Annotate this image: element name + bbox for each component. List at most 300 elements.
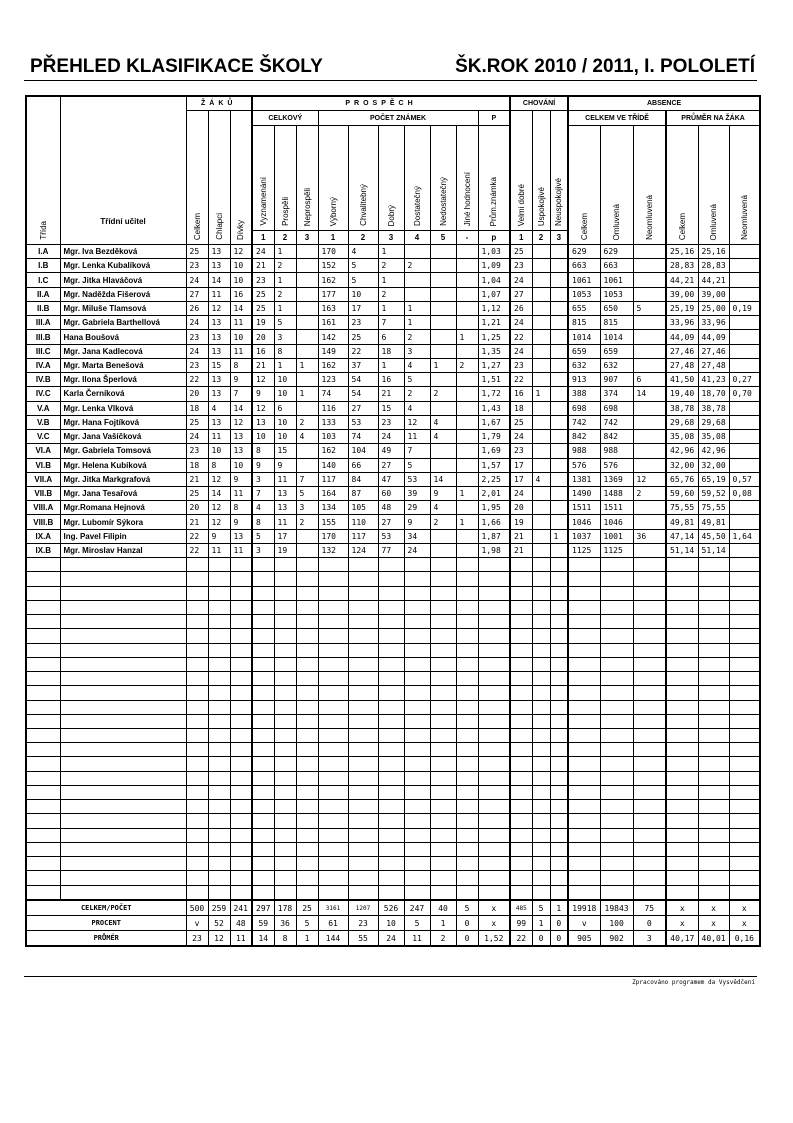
table-row bbox=[26, 301, 760, 315]
value-cell bbox=[568, 743, 600, 757]
value-cell: 1,66 bbox=[478, 515, 510, 529]
value-cell bbox=[532, 785, 550, 799]
value-cell bbox=[430, 600, 456, 614]
value-cell: 2 bbox=[430, 387, 456, 401]
teacher-cell bbox=[60, 600, 186, 614]
value-cell bbox=[729, 358, 760, 372]
value-cell: 38,78 bbox=[666, 401, 698, 415]
value-cell bbox=[404, 714, 430, 728]
value-cell: 815 bbox=[568, 316, 600, 330]
col-header-absence-celkem: Celkem bbox=[568, 126, 600, 245]
value-cell bbox=[348, 714, 378, 728]
value-cell: 142 bbox=[318, 330, 348, 344]
value-cell bbox=[252, 771, 274, 785]
value-cell bbox=[274, 572, 296, 586]
value-cell bbox=[510, 643, 532, 657]
value-cell bbox=[666, 714, 698, 728]
totals-value: 905 bbox=[568, 931, 600, 947]
value-cell bbox=[430, 273, 456, 287]
value-cell bbox=[698, 743, 729, 757]
value-cell bbox=[532, 543, 550, 557]
col-header-divky: Dívky bbox=[230, 111, 252, 245]
value-cell bbox=[532, 842, 550, 856]
value-cell bbox=[633, 643, 666, 657]
value-cell: 742 bbox=[568, 415, 600, 429]
value-cell bbox=[633, 316, 666, 330]
value-cell bbox=[378, 558, 404, 572]
value-cell: 10 bbox=[274, 387, 296, 401]
value-cell: 25 bbox=[252, 301, 274, 315]
value-cell bbox=[208, 743, 230, 757]
value-cell: 39,00 bbox=[666, 287, 698, 301]
class-cell: III.C bbox=[26, 344, 60, 358]
value-cell bbox=[729, 785, 760, 799]
value-cell: 15 bbox=[274, 444, 296, 458]
value-cell bbox=[430, 800, 456, 814]
subnumber: 1 bbox=[318, 231, 348, 245]
value-cell: 15 bbox=[378, 401, 404, 415]
value-cell bbox=[729, 629, 760, 643]
value-cell bbox=[550, 743, 568, 757]
empty-row bbox=[26, 629, 760, 643]
value-cell: 59,60 bbox=[666, 486, 698, 500]
value-cell: 2 bbox=[274, 287, 296, 301]
value-cell bbox=[296, 657, 318, 671]
value-cell: 11 bbox=[208, 430, 230, 444]
value-cell bbox=[456, 643, 478, 657]
value-cell bbox=[633, 245, 666, 259]
value-cell bbox=[404, 871, 430, 885]
group-header-zaku: ŽÁKŮ bbox=[186, 96, 252, 111]
value-cell bbox=[532, 344, 550, 358]
value-cell: 21 bbox=[186, 515, 208, 529]
value-cell bbox=[296, 373, 318, 387]
value-cell bbox=[208, 814, 230, 828]
value-cell bbox=[230, 657, 252, 671]
totals-value: x bbox=[478, 916, 510, 931]
value-cell bbox=[430, 885, 456, 900]
value-cell bbox=[274, 700, 296, 714]
value-cell bbox=[633, 358, 666, 372]
value-cell: 110 bbox=[348, 515, 378, 529]
value-cell bbox=[252, 714, 274, 728]
value-cell bbox=[186, 615, 208, 629]
value-cell bbox=[274, 714, 296, 728]
classification-table bbox=[25, 95, 761, 947]
value-cell bbox=[633, 558, 666, 572]
value-cell bbox=[348, 643, 378, 657]
value-cell bbox=[296, 401, 318, 415]
value-cell bbox=[296, 273, 318, 287]
value-cell bbox=[633, 800, 666, 814]
value-cell: 5 bbox=[296, 486, 318, 500]
value-cell bbox=[296, 458, 318, 472]
value-cell: 24 bbox=[186, 430, 208, 444]
value-cell bbox=[550, 458, 568, 472]
value-cell bbox=[430, 700, 456, 714]
value-cell bbox=[296, 800, 318, 814]
empty-row bbox=[26, 672, 760, 686]
value-cell bbox=[252, 700, 274, 714]
value-cell bbox=[568, 572, 600, 586]
value-cell bbox=[532, 828, 550, 842]
group-header-pocet-znamek: POČET ZNÁMEK bbox=[318, 111, 478, 126]
value-cell bbox=[274, 558, 296, 572]
totals-value: 22 bbox=[510, 931, 532, 947]
value-cell bbox=[378, 757, 404, 771]
value-cell: 74 bbox=[348, 430, 378, 444]
class-cell: V.B bbox=[26, 415, 60, 429]
value-cell: 4 bbox=[208, 401, 230, 415]
value-cell bbox=[404, 615, 430, 629]
value-cell: 74 bbox=[318, 387, 348, 401]
class-cell bbox=[26, 757, 60, 771]
value-cell bbox=[230, 615, 252, 629]
value-cell: 4 bbox=[296, 430, 318, 444]
value-cell bbox=[600, 672, 633, 686]
value-cell bbox=[532, 629, 550, 643]
value-cell bbox=[568, 885, 600, 900]
value-cell bbox=[729, 615, 760, 629]
totals-value: 12 bbox=[208, 931, 230, 947]
col-header-prospeli: Prospěli bbox=[274, 126, 296, 231]
value-cell bbox=[532, 885, 550, 900]
value-cell: 4 bbox=[348, 245, 378, 259]
value-cell: 22 bbox=[186, 529, 208, 543]
totals-value: x bbox=[698, 900, 729, 916]
value-cell bbox=[252, 558, 274, 572]
value-cell bbox=[729, 444, 760, 458]
value-cell bbox=[698, 757, 729, 771]
value-cell bbox=[348, 771, 378, 785]
value-cell bbox=[456, 828, 478, 842]
value-cell bbox=[318, 828, 348, 842]
value-cell: 12 bbox=[404, 415, 430, 429]
value-cell bbox=[550, 615, 568, 629]
value-cell: 1014 bbox=[568, 330, 600, 344]
value-cell: 13 bbox=[230, 444, 252, 458]
col-header-chlapci: Chlapci bbox=[208, 111, 230, 245]
teacher-cell bbox=[60, 558, 186, 572]
value-cell bbox=[550, 373, 568, 387]
value-cell: 9 bbox=[252, 387, 274, 401]
value-cell: 576 bbox=[600, 458, 633, 472]
value-cell bbox=[296, 771, 318, 785]
value-cell bbox=[698, 842, 729, 856]
value-cell: 1061 bbox=[600, 273, 633, 287]
value-cell: 1,67 bbox=[478, 415, 510, 429]
value-cell bbox=[729, 558, 760, 572]
value-cell: 9 bbox=[252, 458, 274, 472]
class-cell: VII.A bbox=[26, 472, 60, 486]
value-cell: 17 bbox=[348, 301, 378, 315]
value-cell: 24 bbox=[510, 430, 532, 444]
value-cell bbox=[456, 543, 478, 557]
value-cell bbox=[729, 245, 760, 259]
value-cell: 13 bbox=[230, 430, 252, 444]
value-cell bbox=[274, 686, 296, 700]
value-cell bbox=[430, 529, 456, 543]
value-cell bbox=[666, 814, 698, 828]
value-cell bbox=[568, 714, 600, 728]
class-cell: I.B bbox=[26, 259, 60, 273]
value-cell: 132 bbox=[318, 543, 348, 557]
value-cell: 177 bbox=[318, 287, 348, 301]
class-cell: VIII.A bbox=[26, 501, 60, 515]
empty-row bbox=[26, 572, 760, 586]
value-cell bbox=[729, 287, 760, 301]
value-cell: 21 bbox=[378, 387, 404, 401]
value-cell bbox=[666, 800, 698, 814]
value-cell: 12 bbox=[252, 401, 274, 415]
value-cell: 1 bbox=[404, 316, 430, 330]
value-cell bbox=[729, 501, 760, 515]
value-cell: 1 bbox=[378, 273, 404, 287]
value-cell bbox=[550, 358, 568, 372]
value-cell: 10 bbox=[274, 430, 296, 444]
value-cell: 25 bbox=[348, 330, 378, 344]
value-cell: 1,51 bbox=[478, 373, 510, 387]
value-cell bbox=[296, 572, 318, 586]
value-cell bbox=[729, 800, 760, 814]
class-cell bbox=[26, 857, 60, 871]
value-cell bbox=[348, 871, 378, 885]
totals-value: x bbox=[698, 916, 729, 931]
value-cell bbox=[208, 828, 230, 842]
value-cell bbox=[274, 586, 296, 600]
class-cell bbox=[26, 615, 60, 629]
value-cell bbox=[532, 714, 550, 728]
value-cell bbox=[404, 857, 430, 871]
teacher-cell bbox=[60, 572, 186, 586]
table-row bbox=[26, 415, 760, 429]
value-cell bbox=[633, 330, 666, 344]
group-header-prumer-na-zaka: PRŮMĚR NA ŽÁKA bbox=[666, 111, 760, 126]
value-cell bbox=[550, 828, 568, 842]
table-row bbox=[26, 387, 760, 401]
value-cell bbox=[456, 430, 478, 444]
value-cell bbox=[230, 643, 252, 657]
col-header-vyznamenani: Vyznamenání bbox=[252, 126, 274, 231]
value-cell: 9 bbox=[208, 529, 230, 543]
value-cell bbox=[478, 657, 510, 671]
value-cell bbox=[296, 287, 318, 301]
value-cell bbox=[729, 316, 760, 330]
value-cell bbox=[698, 686, 729, 700]
value-cell: 3 bbox=[296, 501, 318, 515]
value-cell: 117 bbox=[348, 529, 378, 543]
value-cell: 4 bbox=[430, 501, 456, 515]
value-cell: 19,40 bbox=[666, 387, 698, 401]
value-cell bbox=[666, 558, 698, 572]
value-cell: 24 bbox=[404, 543, 430, 557]
totals-value: 75 bbox=[633, 900, 666, 916]
value-cell bbox=[568, 842, 600, 856]
value-cell bbox=[318, 558, 348, 572]
value-cell bbox=[296, 316, 318, 330]
value-cell: 38,78 bbox=[698, 401, 729, 415]
value-cell bbox=[318, 600, 348, 614]
value-cell bbox=[550, 515, 568, 529]
empty-row bbox=[26, 600, 760, 614]
value-cell: 22 bbox=[510, 330, 532, 344]
value-cell: 11 bbox=[274, 472, 296, 486]
value-cell: 4 bbox=[430, 430, 456, 444]
value-cell: 2 bbox=[296, 515, 318, 529]
value-cell: 3 bbox=[274, 330, 296, 344]
totals-value: 1 bbox=[430, 916, 456, 931]
value-cell bbox=[510, 871, 532, 885]
value-cell bbox=[568, 686, 600, 700]
value-cell bbox=[274, 643, 296, 657]
value-cell bbox=[378, 615, 404, 629]
table-row bbox=[26, 401, 760, 415]
value-cell bbox=[698, 714, 729, 728]
value-cell: 53 bbox=[348, 415, 378, 429]
totals-value: 0 bbox=[456, 931, 478, 947]
value-cell bbox=[633, 615, 666, 629]
value-cell bbox=[532, 572, 550, 586]
value-cell: 4 bbox=[404, 358, 430, 372]
value-cell: 10 bbox=[230, 330, 252, 344]
value-cell bbox=[510, 586, 532, 600]
value-cell bbox=[296, 444, 318, 458]
value-cell bbox=[666, 771, 698, 785]
value-cell bbox=[348, 857, 378, 871]
value-cell bbox=[478, 672, 510, 686]
value-cell bbox=[252, 814, 274, 828]
value-cell bbox=[698, 771, 729, 785]
teacher-cell bbox=[60, 814, 186, 828]
value-cell bbox=[666, 857, 698, 871]
value-cell: 23 bbox=[186, 259, 208, 273]
value-cell bbox=[698, 643, 729, 657]
value-cell bbox=[430, 771, 456, 785]
value-cell: 1046 bbox=[600, 515, 633, 529]
value-cell bbox=[378, 871, 404, 885]
value-cell: 16 bbox=[230, 287, 252, 301]
value-cell bbox=[698, 629, 729, 643]
value-cell: 51,14 bbox=[698, 543, 729, 557]
value-cell bbox=[666, 600, 698, 614]
table-row bbox=[26, 259, 760, 273]
value-cell: 27 bbox=[186, 287, 208, 301]
totals-value: 23 bbox=[348, 916, 378, 931]
value-cell bbox=[568, 728, 600, 742]
totals-value: 40 bbox=[430, 900, 456, 916]
totals-value: 144 bbox=[318, 931, 348, 947]
value-cell: 16 bbox=[378, 373, 404, 387]
value-cell bbox=[478, 714, 510, 728]
value-cell: 12 bbox=[208, 501, 230, 515]
value-cell bbox=[430, 259, 456, 273]
value-cell bbox=[550, 273, 568, 287]
value-cell: 27 bbox=[378, 458, 404, 472]
value-cell bbox=[666, 728, 698, 742]
table-row bbox=[26, 430, 760, 444]
value-cell bbox=[274, 885, 296, 900]
value-cell bbox=[430, 728, 456, 742]
value-cell bbox=[318, 643, 348, 657]
value-cell: 27 bbox=[348, 401, 378, 415]
value-cell: 25,16 bbox=[666, 245, 698, 259]
value-cell: 20 bbox=[186, 387, 208, 401]
value-cell bbox=[404, 586, 430, 600]
value-cell bbox=[532, 600, 550, 614]
value-cell bbox=[208, 700, 230, 714]
value-cell bbox=[633, 572, 666, 586]
value-cell bbox=[532, 358, 550, 372]
value-cell bbox=[318, 871, 348, 885]
value-cell: 1 bbox=[456, 515, 478, 529]
value-cell bbox=[698, 785, 729, 799]
value-cell bbox=[378, 700, 404, 714]
value-cell: 2 bbox=[404, 330, 430, 344]
value-cell bbox=[633, 728, 666, 742]
totals-value: x bbox=[729, 900, 760, 916]
value-cell bbox=[252, 629, 274, 643]
value-cell: 162 bbox=[318, 358, 348, 372]
value-cell bbox=[186, 686, 208, 700]
value-cell bbox=[430, 686, 456, 700]
totals-value: 8 bbox=[274, 931, 296, 947]
teacher-cell: Hana Boušová bbox=[60, 330, 186, 344]
value-cell bbox=[666, 643, 698, 657]
value-cell bbox=[230, 743, 252, 757]
value-cell bbox=[208, 558, 230, 572]
value-cell bbox=[550, 600, 568, 614]
value-cell bbox=[230, 714, 252, 728]
value-cell bbox=[510, 572, 532, 586]
value-cell: 1488 bbox=[600, 486, 633, 500]
value-cell: 8 bbox=[208, 458, 230, 472]
value-cell: 2,01 bbox=[478, 486, 510, 500]
value-cell bbox=[478, 771, 510, 785]
value-cell bbox=[430, 558, 456, 572]
value-cell bbox=[378, 686, 404, 700]
value-cell: 77 bbox=[378, 543, 404, 557]
value-cell: 1,27 bbox=[478, 358, 510, 372]
value-cell: 37 bbox=[348, 358, 378, 372]
value-cell bbox=[430, 828, 456, 842]
value-cell: 117 bbox=[318, 472, 348, 486]
col-header-uspokojive: Uspokojivé bbox=[532, 111, 550, 231]
teacher-cell bbox=[60, 686, 186, 700]
value-cell: 988 bbox=[600, 444, 633, 458]
value-cell: 11 bbox=[230, 316, 252, 330]
value-cell: 11 bbox=[208, 287, 230, 301]
value-cell bbox=[378, 885, 404, 900]
value-cell: 26 bbox=[186, 301, 208, 315]
value-cell bbox=[230, 800, 252, 814]
value-cell bbox=[550, 430, 568, 444]
value-cell: 1,03 bbox=[478, 245, 510, 259]
empty-row bbox=[26, 700, 760, 714]
value-cell bbox=[378, 672, 404, 686]
value-cell: 10 bbox=[230, 259, 252, 273]
value-cell bbox=[430, 814, 456, 828]
value-cell bbox=[550, 401, 568, 415]
value-cell bbox=[729, 885, 760, 900]
value-cell bbox=[532, 800, 550, 814]
subnumber: 1 bbox=[252, 231, 274, 245]
value-cell: 9 bbox=[430, 486, 456, 500]
empty-row bbox=[26, 814, 760, 828]
value-cell: 39 bbox=[404, 486, 430, 500]
value-cell bbox=[478, 686, 510, 700]
totals-label: CELKEM/POČET bbox=[26, 900, 186, 916]
value-cell bbox=[532, 301, 550, 315]
